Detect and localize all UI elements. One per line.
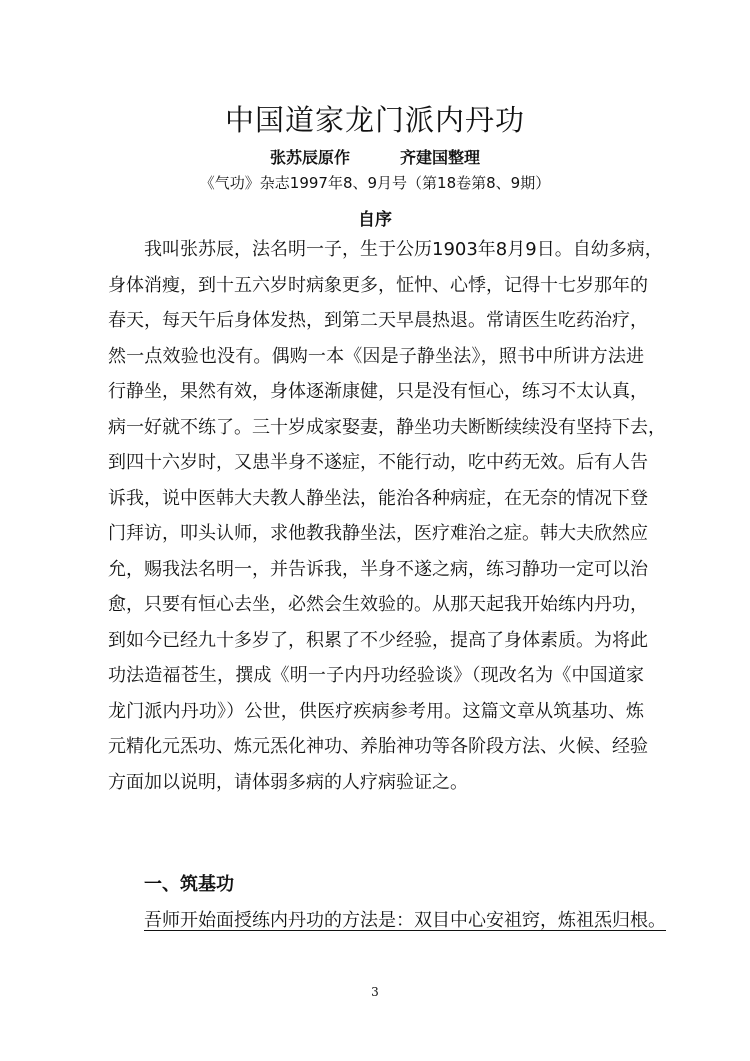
preface-line: 到如今已经九十多岁了，积累了不少经验，提高了身体素质。为将此: [108, 629, 648, 651]
preface-line: 功法造福苍生，撰成《明一子内丹功经验谈》（现改名为《中国道家: [108, 665, 644, 686]
editor-name: 齐建国整理: [400, 148, 481, 167]
preface-heading: 自序: [358, 210, 392, 230]
preface-line: 诉我，说中医韩大夫教人静坐法，能治各种病症，在无奈的情况下登: [108, 487, 648, 509]
preface-line: 春天，每天午后身体发热，到第二天早晨热退。常请医生吃药治疗，: [108, 310, 648, 331]
preface-line: 我叫张苏辰，法名明一子，生于公历1903年8月9日。自幼多病，: [144, 239, 663, 260]
section-paragraph-text: 吾师开始面授练内丹功的方法是：双目中心安祖窍，炼祖炁归根。: [144, 910, 666, 931]
preface-line: 愈，只要有恒心去坐，必然会生效验的。从那天起我开始练内丹功，: [108, 594, 648, 615]
preface-line: 龙门派内丹功》）公世，供医疗疾病参考用。这篇文章从筑基功、炼: [108, 700, 644, 722]
preface-line: 允，赐我法名明一，并告诉我，半身不遂之病，练习静功一定可以治: [108, 558, 648, 580]
preface-line: 病一好就不练了。三十岁成家娶妻，静坐功夫断断续续没有坚持下去，: [108, 416, 666, 438]
section-heading: 一、筑基功: [144, 874, 234, 895]
source-citation: 《气功》杂志1997年8、9月号（第18卷第8、9期）: [199, 174, 551, 192]
document-title: 中国道家龙门派内丹功: [224, 103, 525, 137]
preface-line: 然一点效验也没有。偶购一本《因是子静坐法》，照书中所讲方法进: [108, 345, 644, 367]
preface-line: 方面加以说明，请体弱多病的人疗病验证之。: [108, 771, 468, 793]
preface-line: 行静坐，果然有效，身体逐渐康健，只是没有恒心，练习不太认真，: [108, 381, 648, 402]
page-number: 3: [371, 985, 379, 999]
preface-line: 门拜访，叩头认师，求他教我静坐法，医疗难治之症。韩大夫欣然应: [108, 523, 648, 544]
preface-body: [108, 232, 666, 800]
section-paragraph: [144, 906, 666, 932]
author-name: 张苏辰原作: [269, 148, 350, 167]
preface-line: 身体消瘦，到十五六岁时病象更多，怔忡、心悸，记得十七岁那年的: [108, 274, 648, 296]
preface-line: 元精化元炁功、炼元炁化神功、养胎神功等各阶段方法、火候、经验: [108, 736, 648, 757]
author-line: [0, 145, 750, 168]
preface-line: 到四十六岁时，又患半身不遂症，不能行动，吃中药无效。后有人告: [108, 452, 648, 473]
